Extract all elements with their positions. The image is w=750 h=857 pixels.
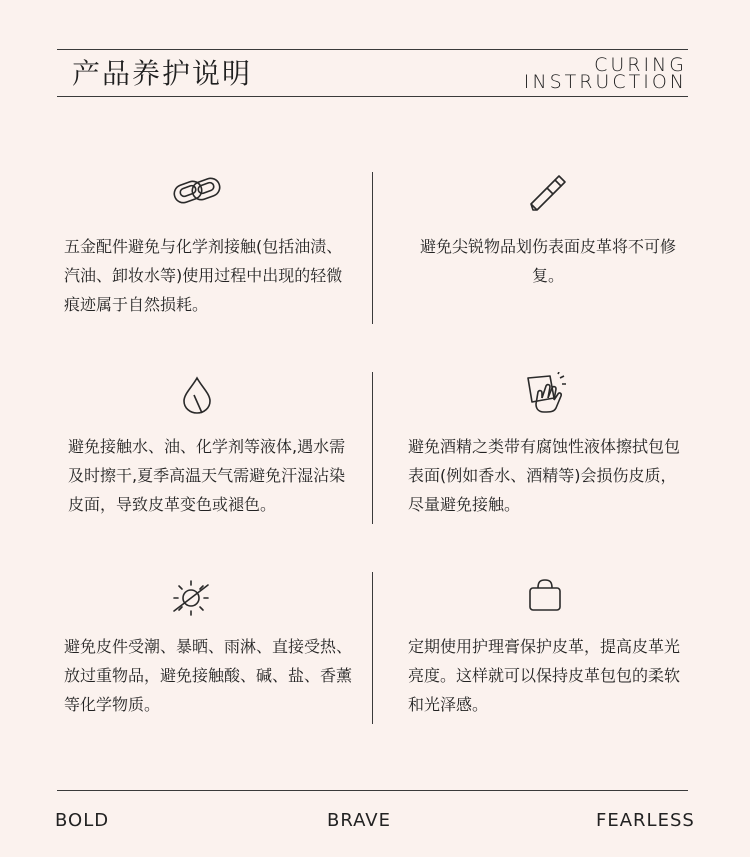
care-text-liquids: 避免接触水、油、化学剂等液体,遇水需及时擦干,夏季高温天气需避免汗湿沾染皮面，导致皮革变色或褪色。 [68,437,346,514]
box-cutter-icon [527,174,567,214]
header-bottom-rule [57,96,688,97]
care-text-storage: 避免皮件受潮、暴晒、雨淋、直接受热、放过重物品，避免接触酸、碱、盐、香薰等化学物质。 [64,637,353,714]
subtitle-curing: CURING [594,54,687,76]
water-drop-icon [180,375,214,415]
bag-icon [527,578,563,614]
care-text-hardware: 五金配件避免与化学剂接触(包括油渍、汽油、卸妆水等)使用过程中出现的轻微痕迹属于自然损耗。 [64,237,343,314]
subtitle-instruction: INSTRUCTION [523,71,687,93]
care-text-alcohol: 避免酒精之类带有腐蚀性液体擦拭包包表面(例如香水、酒精等)会损伤皮质，尽量避免接触。 [408,437,681,514]
footer-bold: BOLD [55,810,110,831]
column-divider-2 [372,372,373,524]
wiping-hand-icon [524,372,568,416]
no-sun-icon [171,578,211,618]
footer-fearless: FEARLESS [596,810,695,831]
header-top-rule [57,49,688,50]
care-text-sharp: 避免尖锐物品划伤表面皮革将不可修复。 [419,237,676,285]
footer-rule [57,790,688,791]
care-text-maintenance: 定期使用护理膏保护皮革，提高皮革光亮度。这样就可以保持皮革包包的柔软和光泽感。 [408,637,681,714]
page-title: 产品养护说明 [72,57,253,90]
column-divider-3 [372,572,373,724]
chain-link-icon [172,174,222,208]
footer-brave: BRAVE [327,810,391,831]
column-divider-1 [372,172,373,324]
